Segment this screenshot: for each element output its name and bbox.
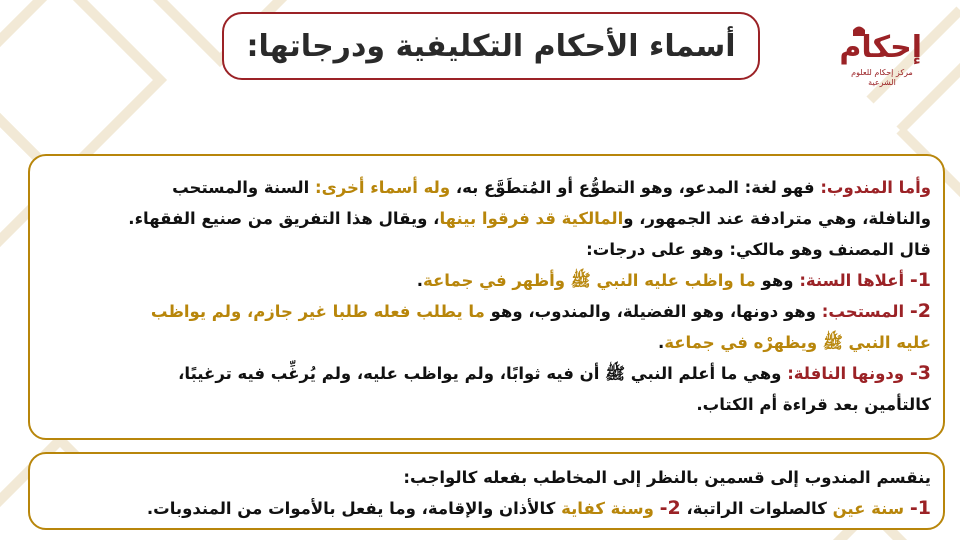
text-line — [40, 493, 931, 524]
item-number: 2- — [659, 497, 681, 519]
text-span: كالتأمين بعد قراءة أم الكتاب. — [696, 395, 931, 414]
text-span: . — [416, 271, 423, 290]
text-line — [40, 327, 931, 358]
text-span: وهو — [755, 271, 800, 290]
item-number: 2- — [909, 300, 931, 322]
text-line — [40, 296, 931, 327]
page-title: أسماء الأحكام التكليفية ودرجاتها: — [246, 28, 736, 64]
definition-mustahab-cont: عليه النبي ﷺ ويظهرْه في جماعة — [664, 333, 931, 352]
text-span: قال المصنف وهو مالكي: وهو على درجات: — [586, 240, 931, 259]
text-line — [40, 389, 931, 420]
text-span: وهو دونها، وهو الفضيلة، والمندوب، وهو — [484, 302, 822, 321]
item-number: 1- — [909, 497, 931, 519]
text-span: السنة والمستحب — [172, 178, 316, 197]
main-content-box — [28, 154, 945, 440]
logo — [839, 24, 922, 96]
text-span: وهي ما أعلم النبي ﷺ أن فيه ثوابًا، ولم يواظب عليه، ولم يُرغِّب فيه ترغيبًا، — [178, 364, 788, 383]
text-span: والنافلة، وهي مترادفة عند الجمهور، و — [623, 209, 931, 228]
text-line — [40, 234, 931, 265]
text-line — [40, 265, 931, 296]
title-banner — [222, 12, 760, 80]
definition-mustahab: ما يطلب فعله طلبا غير جازم، ولم يواظب — [150, 302, 485, 321]
term-mustahab: المستحب: — [821, 302, 910, 321]
logo-subtitle: مركز إحكام للعلوم الشرعية — [851, 68, 913, 87]
text-line — [40, 172, 931, 203]
item-number: 1- — [909, 269, 931, 291]
term-sunnat-kifaya: وسنة كفاية — [561, 499, 660, 518]
text-span: ، ويقال هذا التفريق من صنيع الفقهاء. — [128, 209, 440, 228]
text-line — [40, 203, 931, 234]
highlight-other-names: وله أسماء أخرى: — [315, 178, 451, 197]
term-mandub: وأما المندوب: — [820, 178, 931, 197]
logo-word: إحكام — [839, 30, 922, 65]
text-span: فهو لغة: المدعو، وهو التطوُّع أو المُتطَوَّع به، — [450, 178, 821, 197]
division-heading: ينقسم المندوب إلى قسمين بالنظر إلى المخاطب بفعله كالواجب: — [403, 468, 931, 487]
term-sunnat-ayn: سنة عين — [832, 499, 910, 518]
highlight-malikiyya: المالكية قد فرقوا بينها — [439, 209, 624, 228]
term-nafila: ودونها النافلة: — [787, 364, 910, 383]
text-span: كالأذان والإقامة، وما يفعل بالأموات من المندوبات. — [146, 499, 562, 518]
item-number: 3- — [909, 362, 931, 384]
text-line — [40, 358, 931, 389]
definition-sunna: ما واظب عليه النبي ﷺ وأظهر في جماعة — [423, 271, 756, 290]
term-sunna: أعلاها السنة: — [799, 271, 910, 290]
text-span: . — [657, 333, 665, 352]
text-span: كالصلوات الراتبة، — [680, 499, 833, 518]
division-box — [28, 452, 945, 530]
